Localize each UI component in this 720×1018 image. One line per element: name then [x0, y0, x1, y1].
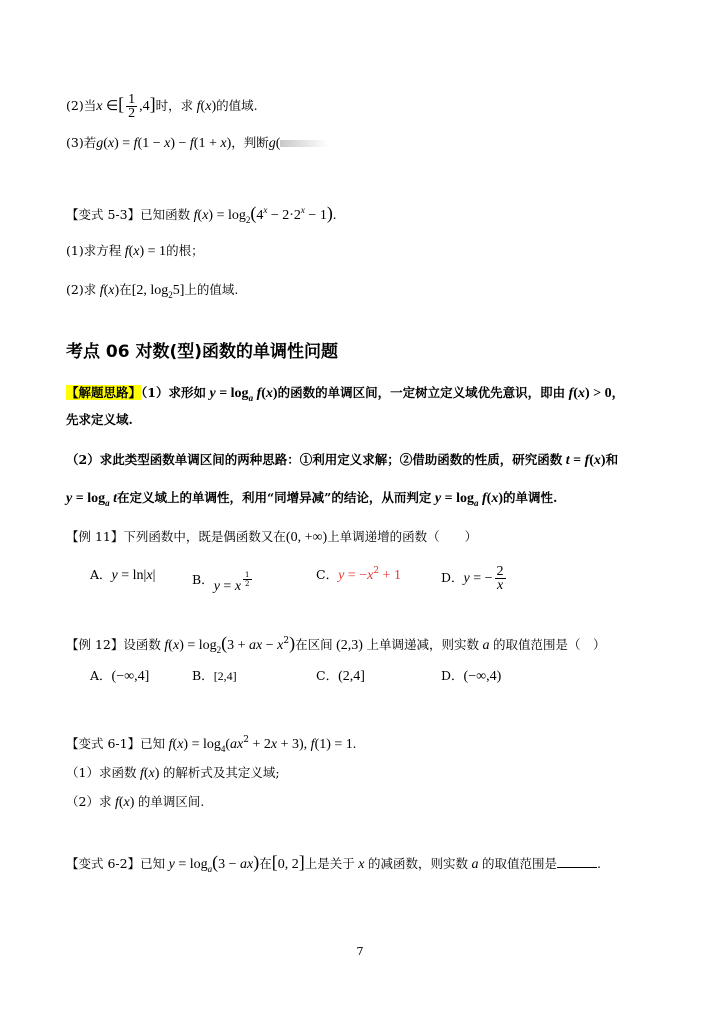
variant-6-1: 【变式 6-1】已知 $f(x) = \log_4(ax^2 + 2x + 3)$, f(1) = 1.	[66, 735, 357, 754]
question-part-3: (3)若g(x) = f(1 − x) − f(1 + x)，判断g(	[66, 133, 328, 154]
example-11: 【例 11】下列函数中，既是偶函数又在(0, +∞)上单调递增的函数（ ）	[66, 529, 478, 545]
example-11-option-c: C．$y = -x^2 + 1$	[316, 566, 401, 583]
variant-6-2: 【变式 6-2】已知 $y = \log_a(3 - ax)$在[0, 2]上是关于 x 的减函数，则实数 a 的取值范围是 .	[66, 852, 602, 874]
solution-tip-line-4: $y = \log_a t$在定义域上的单调性，利用“同增异减”的结论，从而判定 $y = \log_a f(x)$的单调性.	[66, 490, 558, 508]
example-11-option-a: A．y = ln|x|	[90, 567, 156, 583]
example-12-option-a: A．(−∞,4]	[90, 668, 150, 684]
variant-6-1-part-1: （1）求函数 f(x) 的解析式及其定义域;	[66, 765, 280, 781]
variant-5-3-part-2: (2)求 f(x)在[2, $\log_25$]上的值域.	[66, 282, 239, 300]
solution-tip-line-3: （2）求此类型函数单调区间的两种思路：①利用定义求解；②借助函数的性质，研究函数 t = f(x)和	[66, 452, 619, 468]
section-heading: 考点 06 对数(型)函数的单调性问题	[66, 342, 339, 362]
variant-5-3: 【变式 5-3】已知函数 $f(x) = \log_2(4^x - 2\cdot 2^x - 1)$.	[66, 203, 337, 225]
solution-tip-label: 【解题思路】	[66, 385, 142, 400]
answer-blank[interactable]	[557, 855, 597, 868]
example-11-option-b: B．y = x $^{\frac{1}{2}}$	[192, 571, 250, 594]
question-part-2: (2)当x ∈[ $\frac{1}{2}$ ,4]时，求 f(x)的值域.	[66, 92, 258, 121]
solution-tip-line-1: 【解题思路】（1）求形如 $y = \log_a f(x)$的函数的单调区间，一定树立定义域优先意识，即由 f(x) > 0，	[66, 385, 625, 403]
variant-5-3-part-1: (1)求方程 f(x) = 1的根；	[66, 243, 204, 259]
example-12: 【例 12】设函数 $f(x) = \log_2(3$ + ax − $x^2$)在区间 (2,3) 上单调递减，则实数 a 的取值范围是（ ）	[66, 633, 606, 655]
variant-6-1-part-2: （2）求 f(x) 的单调区间.	[66, 794, 205, 810]
faded-text-fragment	[280, 140, 328, 147]
example-12-option-b: B．[2,4]	[192, 668, 237, 683]
example-12-option-c: C．(2,4]	[316, 668, 365, 684]
example-12-option-d: D．(−∞,4)	[441, 668, 502, 684]
example-11-option-d: D．y = − $\frac{2}{x}$	[441, 564, 504, 593]
page-number: 7	[356, 945, 364, 958]
solution-tip-line-2: 先求定义域.	[66, 412, 133, 427]
